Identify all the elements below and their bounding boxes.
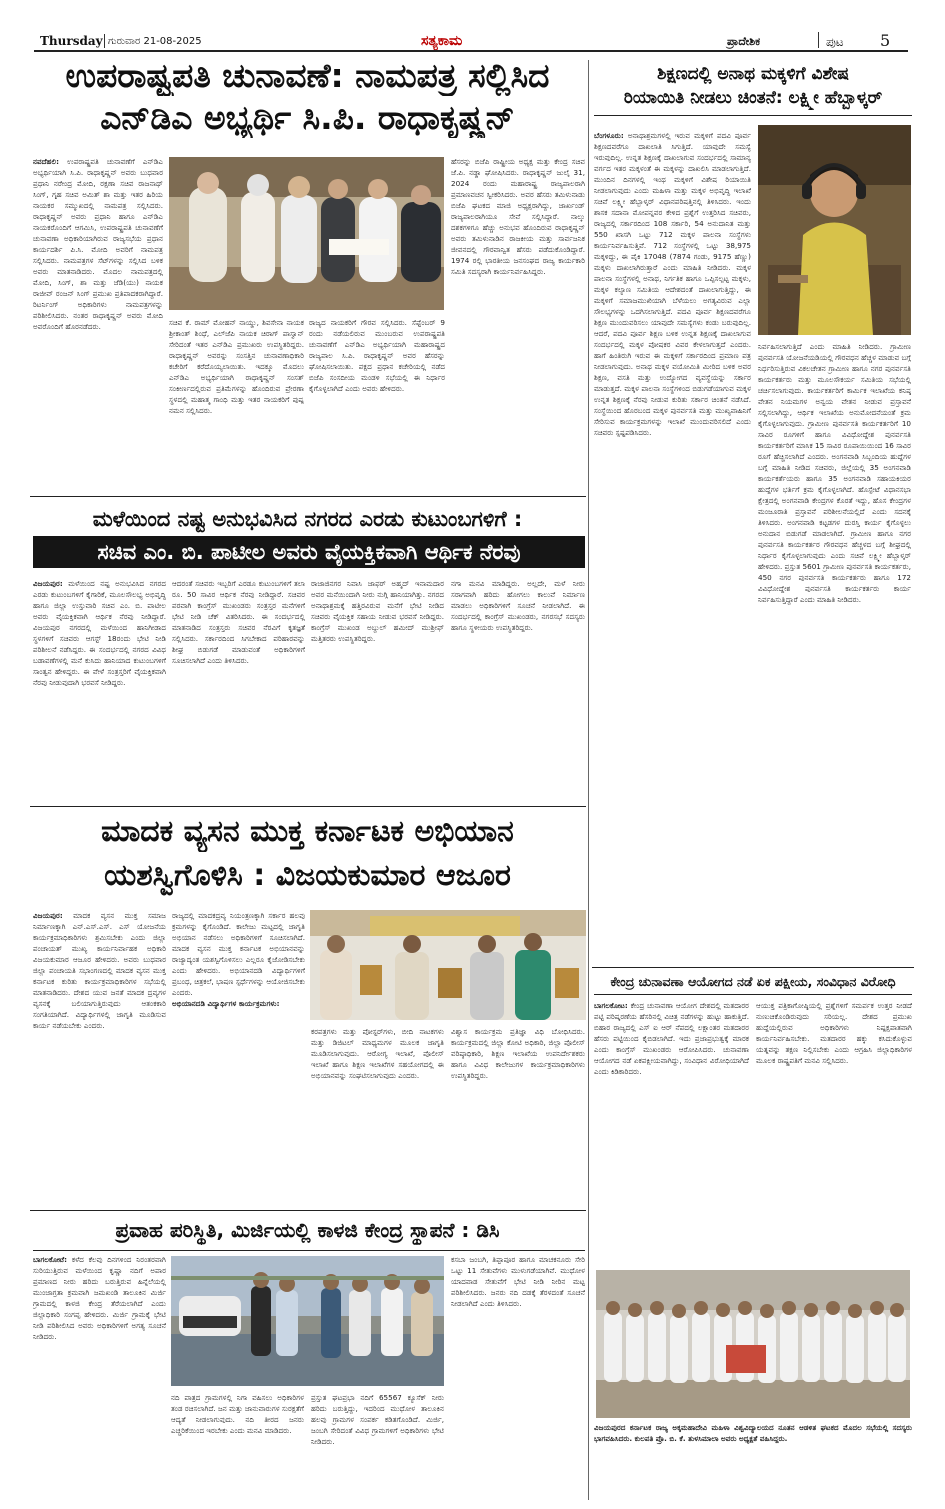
story2-headline-line1: ಶಿಕ್ಷಣದಲ್ಲಿ ಅನಾಥ ಮಕ್ಕಳಿಗೆ ವಿಶೇಷ (657, 64, 849, 84)
masthead-rule (34, 50, 908, 52)
story5-dateline: ಬಾಗಲಕೋಟ: (594, 1001, 628, 1010)
masthead-day: Thursday (40, 34, 103, 48)
story1-col2-text: ಸಚಿವ ಕೆ. ರಾಮ್ ಮೋಹನ್ ನಾಯ್ಡು, ಶಿವಸೇನಾ ನಾಯಕ ಶ್ರೀಕಾಂತ್ ಶಿಂಧೆ, ಎಲ್‌ಜೆಪಿ ನಾಯಕ ಚಿರಾಗ್ ಪಾಸ್ವಾನ್ ಸೇರಿದಂತೆ ಇತರ ಎನ್‌ಡಿಎ ಪ್ರಮುಖರು ಉಪಸ್ಥಿತರಿದ್ದರು. ರಾಧಾಕೃಷ್ಣನ್ ಅವರನ್ನು ಸಂಸತ್ತಿನ ಚುನಾವಣಾಧಿಕಾರಿ ಕಚೇರಿಗೆ ಕರೆದೊಯ್ಯಲಾಯಿತು. ಇದಕ್ಕೂ ಮೊದಲು ಎನ್‌ಡಿಎ ಅಭ್ಯರ್ಥಿಯಾಗಿ ರಾಧಾಕೃಷ್ಣನ್ ಸಂಸತ್ ಸಂಕೀರ್ಣದಲ್ಲಿರುವ ಪ್ರತಿಮೆಗಳನ್ನು ಹೊಂದಿರುವ ಪ್ರೇರಣಾ ಸ್ಥಳದಲ್ಲಿ ಮಹಾತ್ಮ ಗಾಂಧಿ ಮತ್ತು ಇತರ ನಾಯಕರಿಗೆ ಪುಷ್ಪ ನಮನ ಸಲ್ಲಿಸಿದರು. (169, 318, 304, 415)
story1-col1-text: ಉಪರಾಷ್ಟ್ರಪತಿ ಚುನಾವಣೆಗೆ ಎನ್‌ಡಿಎ ಅಭ್ಯರ್ಥಿಯಾಗಿ ಸಿ.ಪಿ. ರಾಧಾಕೃಷ್ಣನ್ ಅವರು ಬುಧವಾರ ಪ್ರಧಾನಿ ನರೇಂದ್ರ ಮೋದಿ, ರಕ್ಷಣಾ ಸಚಿವ ರಾಜನಾಥ್ ಸಿಂಗ್, ಗೃಹ ಸಚಿವ ಅಮಿತ್ ಶಾ ಮತ್ತು ಇತರ ಹಿರಿಯ ನಾಯಕರ ಸಮ್ಮುಖದಲ್ಲಿ ನಾಮಪತ್ರ ಸಲ್ಲಿಸಿದರು. ರಾಧಾಕೃಷ್ಣನ್ ಅವರು ಪ್ರಧಾನಿ ಹಾಗೂ ಎನ್‌ಡಿಎ ನಾಯಕರೊಂದಿಗೆ ಆಗಮಿಸಿ, ಉಪರಾಷ್ಟ್ರಪತಿ ಚುನಾವಣೆಗೆ ಚುನಾವಣಾ ಅಧಿಕಾರಿಯಾಗಿರುವ ರಾಜ್ಯಸಭೆಯ ಪ್ರಧಾನ ಕಾರ್ಯದರ್ಶಿ ಪಿ.ಸಿ. ಮೋದಿ ಅವರಿಗೆ ನಾಮಪತ್ರ ಸಲ್ಲಿಸಿದರು. ನಾಮಪತ್ರಗಳ ಸೆಟ್‌ಗಳನ್ನು ಸಲ್ಲಿಸಿದ ಬಳಿಕ ಅವರು ಮಾತನಾಡಿದರು. ಮೊದಲ ನಾಮಪತ್ರದಲ್ಲಿ ಮೋದಿ, ಸಿಂಗ್, ಶಾ ಮತ್ತು ಜೆಡಿ(ಯು) ನಾಯಕ ರಾಜೀವ್ ರಂಜನ್ ಸಿಂಗ್ ಪ್ರಮುಖ ಪ್ರತಿಪಾದಕರಾಗಿದ್ದಾರೆ. ರಿಟರ್ನಿಂಗ್ ಅಧಿಕಾರಿಗಳು ನಾಮಪತ್ರಗಳನ್ನು ಪರಿಶೀಲಿಸಿದರು. ನಂತರ ರಾಧಾಕೃಷ್ಣನ್ ಅವರು ಮೋದಿ ಅವರೊಂದಿಗೆ ಹೊರನಡೆದರು. (33, 157, 163, 331)
story1-dateline: ನವದೆಹಲಿ: (33, 157, 59, 166)
story5-headline: ಕೇಂದ್ರ ಚುನಾವಣಾ ಆಯೋಗದ ನಡೆ ಏಕ ಪಕ್ಷೀಯ, ಸಂವಿಧಾನ ವಿರೋಧಿ (610, 974, 896, 989)
story1-headline-line1: ಉಪರಾಷ್ಟ್ರಪತಿ ಚುನಾವಣೆ: ನಾಮಪತ್ರ ಸಲ್ಲಿಸಿದ (65, 56, 550, 95)
masthead-paper-name: ಸತ್ಯಕಾಮ (421, 33, 463, 49)
story3-col4-text: ನಗಾ ಮನವಿ ಮಾಡಿದ್ದರು. ಅಲ್ಲದೇ, ಮಳೆ ನೀರು ಸರಾಗವಾಗಿ ಹರಿದು ಹೋಗಲು ಕಾಲುವೆ ನಿರ್ಮಾಣ ಮಾಡಲು ಅಧಿಕಾರಿಗಳಿಗೆ ಸೂಚನೆ ನೀಡಲಾಗಿದೆ. ಈ ಸಂದರ್ಭದಲ್ಲಿ ಕಾಂಗ್ರೆಸ್ ಮುಖಂಡರು, ನಗರಸಭೆ ಸದಸ್ಯರು ಹಾಗೂ ಸ್ಥಳೀಯರು ಉಪಸ್ಥಿತರಿದ್ದರು. (451, 579, 585, 632)
story4-col1 (33, 910, 166, 1205)
story3-col3 (311, 578, 444, 800)
story6-photo (171, 1256, 444, 1386)
story3-col2 (172, 578, 305, 800)
story5-photo-caption-text: ವಿಜಯಪುರದ ಕರ್ನಾಟಕ ರಾಜ್ಯ ಅಕ್ಕಮಹಾದೇವಿ ಮಹಿಳಾ ವಿಶ್ವವಿದ್ಯಾಲಯದ ನೂತನ ಆಡಳಿತ ಘಟಕದ ಮೊದಲ ಸಭೆಯಲ್ಲಿ ಸದಸ್ಯರು ಭಾಗವಹಿಸಿದರು. ಕುಲಪತಿ ಪ್ರೊ. ಬಿ. ಕೆ. ತುಳಸಿಮಾಲಾ ಅವರು ಅಧ್ಯಕ್ಷತೆ ವಹಿಸಿದ್ದರು. (594, 1423, 912, 1443)
story5-photo (596, 1270, 910, 1418)
story3-col2-text: ಆದರಂತೆ ಸಚಿವರು ಇಬ್ಬರಿಗೆ ಎರಡೂ ಕುಟುಂಬಗಳಿಗೆ ತಲಾ ರೂ. 50 ಸಾವಿರ ಆರ್ಥಿಕ ನೆರವು ನೀಡಿದ್ದಾರೆ. ಸಚಿವರ ಪರವಾಗಿ ಕಾಂಗ್ರೆಸ್ ಮುಖಂಡರು ಸಂತ್ರಸ್ತರ ಮನೆಗಳಿಗೆ ಭೇಟಿ ನೀಡಿ ಚೆಕ್ ವಿತರಿಸಿದರು. ಈ ಸಂದರ್ಭದಲ್ಲಿ ಮಾತನಾಡಿದ ಸಂತ್ರಸ್ತರು ಸಚಿವರ ನೆರವಿಗೆ ಕೃತಜ್ಞತೆ ಸಲ್ಲಿಸಿದರು. ಸರ್ಕಾರದಿಂದ ಸಿಗಬೇಕಾದ ಪರಿಹಾರವನ್ನು ಶೀಘ್ರ ಬಿಡುಗಡೆ ಮಾಡುವಂತೆ ಅಧಿಕಾರಿಗಳಿಗೆ ಸೂಚಿಸಲಾಗಿದೆ ಎಂದು ತಿಳಿಸಿದರು. (172, 579, 305, 665)
story6-headline: ಪ್ರವಾಹ ಪರಿಸ್ಥಿತಿ, ಮಿರ್ಜಿಯಲ್ಲಿ ಕಾಳಜಿ ಕೇಂದ್ರ ಸ್ಥಾಪನೆ : ಡಿಸಿ (115, 1218, 500, 1242)
story3-dateline: ವಿಜಯಪುರ: (33, 579, 63, 588)
story6-col2 (171, 1392, 304, 1500)
story4-bottom-rule (30, 1210, 586, 1211)
story1-col4-text: ಹೆಸರನ್ನು ಬಿಜೆಪಿ ರಾಷ್ಟ್ರೀಯ ಅಧ್ಯಕ್ಷ ಮತ್ತು ಕೇಂದ್ರ ಸಚಿವ ಜೆ.ಪಿ. ನಡ್ಡಾ ಘೋಷಿಸಿದರು. ರಾಧಾಕೃಷ್ಣನ್ ಜುಲೈ 31, 2024 ರಂದು ಮಹಾರಾಷ್ಟ್ರ ರಾಜ್ಯಪಾಲರಾಗಿ ಪ್ರಮಾಣವಚನ ಸ್ವೀಕರಿಸಿದರು. ಅವರ ಹೆಸರು ತಮಿಳುನಾಡು ಬಿಜೆಪಿ ಘಟಕದ ಮಾಜಿ ಅಧ್ಯಕ್ಷರಾಗಿದ್ದು, ಜಾರ್ಖಂಡ್ ರಾಜ್ಯಪಾಲರಾಗಿಯೂ ಸೇವೆ ಸಲ್ಲಿಸಿದ್ದಾರೆ. ನಾಲ್ಕು ದಶಕಗಳಿಗೂ ಹೆಚ್ಚು ಅನುಭವ ಹೊಂದಿರುವ ರಾಧಾಕೃಷ್ಣನ್ ಅವರು ತಮಿಳುನಾಡಿನ ರಾಜಕೀಯ ಮತ್ತು ಸಾರ್ವಜನಿಕ ಜೀವನದಲ್ಲಿ ಗೌರವಾನ್ವಿತ ಹೆಸರು ಪಡೆದುಕೊಂಡಿದ್ದಾರೆ. 1974 ರಲ್ಲಿ ಭಾರತೀಯ ಜನಸಂಘದ ರಾಜ್ಯ ಕಾರ್ಯಕಾರಿ ಸಮಿತಿ ಸದಸ್ಯರಾಗಿ ಕಾರ್ಯನಿರ್ವಹಿಸಿದ್ದರು. (451, 157, 585, 276)
story1-col4 (451, 156, 585, 486)
story6-col4 (451, 1254, 585, 1498)
story1-photo (169, 157, 444, 310)
story4-col4-text: ವಿಶ್ವಾಸ ಕಾರ್ಯಕ್ರಮ ಪ್ರತಿಜ್ಞಾ ವಿಧಿ ಬೋಧಿಸಿದರು. ಕಾರ್ಯಕ್ರಮದಲ್ಲಿ ಜಿಲ್ಲಾ ಕೋಟಿ ಅಧಿಕಾರಿ, ಜಿಲ್ಲಾ ಪೊಲೀಸ್ ವರಿಷ್ಠಾಧಿಕಾರಿ, ಶಿಕ್ಷಣ ಇಲಾಖೆಯ ಉಪನಿರ್ದೇಶಕರು ಹಾಗೂ ವಿವಿಧ ಕಾಲೇಜುಗಳ ಕಾರ್ಯಕ್ರಮಾಧಿಕಾರಿಗಳು ಉಪಸ್ಥಿತರಿದ್ದರು. (451, 1027, 585, 1080)
story2-col1 (594, 130, 751, 960)
story1-col1 (33, 156, 163, 486)
column-divider (588, 60, 589, 1500)
story3-headline-line1: ಮಳೆಯಿಂದ ನಷ್ಟ ಅನುಭವಿಸಿದ ನಗರದ ಎರಡು ಕುಟುಂಬಗಳಿಗೆ : (92, 507, 523, 531)
story3-col3-text: ರಾಜಾಜಿನಗರ ನಿವಾಸಿ ಜಾಫರ್ ಅಹ್ಮದ್ ಇನಾಮದಾರ ಅವರ ಮನೆಯಿಂದಾಗಿ ನೀರು ನುಗ್ಗಿ ಹಾನಿಯಾಗಿತ್ತು. ನಗರದ ಅನಾಥಾಶ್ರಮಕ್ಕೆ ಹತ್ತಿರವಿರುವ ಮನೆಗೆ ಭೇಟಿ ನೀಡಿದ ಸಚಿವರು ವೈಯಕ್ತಿಕ ಸಹಾಯ ನೀಡುವ ಭರವಸೆ ನೀಡಿದ್ದರು. ಕಾಂಗ್ರೆಸ್ ಮುಖಂಡ ಅಬ್ದುಲ್ ಹಮೀದ್ ಮುಶ್ರೀಫ್ ಮತ್ತಿತರರು ಉಪಸ್ಥಿತರಿದ್ದರು. (311, 579, 444, 643)
story4-col1-text: ಮಾದಕ ವ್ಯಸನ ಮುಕ್ತ ಸಮಾಜ ನಿರ್ಮಾಣಕ್ಕಾಗಿ ಎನ್.ಎಸ್.ಎಸ್. ಎಸ್ ಯೋಜನೆಯ ಕಾರ್ಯಕ್ರಮಾಧಿಕಾರಿಗಳು ಶ್ರಮಿಸಬೇಕು ಎಂದು ಜಿಲ್ಲಾ ಪಂಚಾಯತ್ ಮುಖ್ಯ ಕಾರ್ಯನಿರ್ವಾಹಕ ಅಧಿಕಾರಿ ವಿಜಯಕುಮಾರ ಆಜೂರ ಹೇಳಿದರು. ಅವರು ಬುಧವಾರ ಜಿಲ್ಲಾ ಪಂಚಾಯತಿ ಸಭಾಂಗಣದಲ್ಲಿ ಮಾದಕ ವ್ಯಸನ ಮುಕ್ತ ಕರ್ನಾಟಕ ಕುರಿತು ಕಾರ್ಯಕ್ರಮಾಧಿಕಾರಿಗಳ ಸಭೆಯಲ್ಲಿ ಮಾತನಾಡಿದರು. ದೇಶದ ಯುವ ಜನತೆ ಮಾದಕ ದ್ರವ್ಯಗಳ ವ್ಯಸನಕ್ಕೆ ಬಲಿಯಾಗುತ್ತಿರುವುದು ಆತಂಕಕಾರಿ ಸಂಗತಿಯಾಗಿದೆ. ವಿದ್ಯಾರ್ಥಿಗಳಲ್ಲಿ ಜಾಗೃತಿ ಮೂಡಿಸುವ ಕಾರ್ಯ ನಡೆಯಬೇಕು ಎಂದರು. (33, 911, 166, 1030)
story2-col1-text: ಅನಾಥಾಶ್ರಮಗಳಲ್ಲಿ ಇರುವ ಮಕ್ಕಳಿಗೆ ಪದವಿ ಪೂರ್ವ ಶಿಕ್ಷಣದವರೆಗೂ ದಾಖಲಾತಿ ಸಿಗುತ್ತಿದೆ. ಯಾವುದೇ ಸಮಸ್ಯೆ ಇರುವುದಿಲ್ಲ. ಉನ್ನತ ಶಿಕ್ಷಣಕ್ಕೆ ದಾಖಲಾಗುವ ಸಂದರ್ಭದಲ್ಲಿ ಸಾಮಾನ್ಯ ವರ್ಗದ ಇತರ ಮಕ್ಕಳಂತೆ ಈ ಮಕ್ಕಳನ್ನು ದಾಖಲಿಸಿ ಮಾಡಲಾಗುತ್ತಿದೆ. ಮುಂದಿನ ದಿನಗಳಲ್ಲಿ ಇಂಥ ಮಕ್ಕಳಿಗೆ ವಿಶೇಷ ರಿಯಾಯಿತಿ ನೀಡಲಾಗುವುದು ಎಂದು ಮಹಿಳಾ ಮತ್ತು ಮಕ್ಕಳ ಅಭಿವೃದ್ಧಿ ಇಲಾಖೆ ಸಚಿವೆ ಲಕ್ಷ್ಮೀ ಹೆಬ್ಬಾಳ್ಕರ್ ವಿಧಾನಪರಿಷತ್ತಿನಲ್ಲಿ ತಿಳಿಸಿದರು. ಇಂದು ಶಾಸಕ ಸದಾನಾ ಮೋಪನ್ನವರ ಕೇಳಿದ ಪ್ರಶ್ನೆಗೆ ಉತ್ತರಿಸಿದ ಸಚಿವರು, ರಾಜ್ಯದಲ್ಲಿ ಸರ್ಕಾರದಿಂದ 108 ಸರ್ಕಾರಿ, 54 ಅನುದಾನಿತ ಮತ್ತು 550 ಖಾಸಗಿ ಒಟ್ಟು 712 ಮಕ್ಕಳ ಪಾಲನಾ ಸಂಸ್ಥೆಗಳು ಕಾರ್ಯನಿರ್ವಹಿಸುತ್ತಿವೆ. 712 ಸಂಸ್ಥೆಗಳಲ್ಲಿ ಒಟ್ಟು 38,975 ಮಕ್ಕಳಿದ್ದು, ಈ ಪೈಕಿ 17048 (7874 ಗಂಡು, 9175 ಹೆಣ್ಣು) ಮಕ್ಕಳು ದಾಖಲಾಗಿರುತ್ತಾರೆ ಎಂದು ಮಾಹಿತಿ ನೀಡಿದರು. ಮಕ್ಕಳ ಪಾಲನಾ ಸಂಸ್ಥೆಗಳಲ್ಲಿ ಅನಾಥ, ನಿರ್ಗತಿಕ ಹಾಗೂ ಒಪ್ಪಿಸಲ್ಪಟ್ಟ ಮಕ್ಕಳು, ಮಕ್ಕಳ ಕಲ್ಯಾಣ ಸಮಿತಿಯ ಆದೇಶದಂತೆ ದಾಖಲಾಗುತ್ತಿದ್ದು, ಈ ಮಕ್ಕಳಿಗೆ ಸಮಾಜಮುಖಿಯಾಗಿ ಬೆಳೆಯಲು ಅಗತ್ಯವಿರುವ ಎಲ್ಲಾ ಸೌಲಭ್ಯಗಳನ್ನು ಒದಗಿಸಲಾಗುತ್ತಿದೆ. ಪದವಿ ಪೂರ್ವ ಶಿಕ್ಷಣದವರೆಗೂ ಶಿಕ್ಷಣ ಮುಂದುವರಿಸಲು ಯಾವುದೇ ಸಮಸ್ಯೆಗಳು ಕಂಡು ಬರುವುದಿಲ್ಲ. ಆದರೆ, ಪದವಿ ಪೂರ್ವ ಶಿಕ್ಷಣ ಬಳಿಕ ಉನ್ನತ ಶಿಕ್ಷಣಕ್ಕೆ ದಾಖಲಾಗುವ ಸಂದರ್ಭದಲ್ಲಿ ಮಕ್ಕಳ ಪೋಷಕರ ವಿವರ ಕೇಳಲಾಗುತ್ತದೆ ಎಂದರು. ಹಾಗೆ ಹಿಂತಿರುಗಿ ಇರುವ ಈ ಮಕ್ಕಳಿಗೆ ಸರ್ಕಾರದಿಂದ ಪ್ರಮಾಣ ಪತ್ರ ನೀಡಲಾಗುವುದು. ಅನಾಥ ಮಕ್ಕಳ ವಯೋಮಿತಿ ಮೀರಿದ ಬಳಿಕ ಅವರ ಶಿಕ್ಷಣ, ವಸತಿ ಮತ್ತು ಉದ್ಯೋಗದ ವ್ಯವಸ್ಥೆಯನ್ನು ಸರ್ಕಾರ ಮಾಡುತ್ತದೆ. ಮಕ್ಕಳ ಪಾಲನಾ ಸಂಸ್ಥೆಗಳಿಂದ ಬಿಡುಗಡೆಯಾಗುವ ಮಕ್ಕಳ ಉನ್ನತ ಶಿಕ್ಷಣಕ್ಕೆ ನೆರವು ನೀಡುವ ಕುರಿತು ಸರ್ಕಾರ ಚಿಂತನೆ ನಡೆಸಿದೆ. ಸಂಸ್ಥೆಯಿಂದ ಹೊರಬಂದ ಮಕ್ಕಳ ಪುನರ್ವಸತಿ ಮತ್ತು ಮುಖ್ಯವಾಹಿನಿಗೆ ಸೇರಿಸುವ ಕಾರ್ಯಕ್ರಮಗಳನ್ನು ಇಲಾಖೆ ಮುಂದುವರಿಸಲಿದೆ ಎಂದು ಸಚಿವರು ಸ್ಪಷ್ಟಪಡಿಸಿದರು. (594, 131, 751, 437)
story5-photo-caption (594, 1422, 912, 1478)
story1-headline-line2: ಎನ್‌ಡಿಎ ಅಭ್ಯರ್ಥಿ ಸಿ.ಪಿ. ರಾಧಾಕೃಷ್ಣನ್ (100, 98, 515, 137)
story4-col4 (451, 1026, 585, 1206)
story6-col1 (33, 1254, 166, 1498)
story2-headline-line2: ರಿಯಾಯಿತಿ ನೀಡಲು ಚಿಂತನೆ: ಲಕ್ಷ್ಮೀ ಹೆಬ್ಬಾಳ್ಕರ್ (623, 88, 883, 108)
story6-headline-rule (33, 1250, 585, 1251)
masthead-date: ಗುರುವಾರ 21-08-2025 (108, 36, 202, 47)
story5-col1 (594, 1000, 749, 1262)
masthead (0, 0, 945, 52)
story3-bottom-rule (30, 806, 586, 807)
story2-col2 (758, 341, 911, 961)
story1-col3-text: ರಾಜ್ಯದ ನಾಯಕರಿಗೆ ಗೌರವ ಸಲ್ಲಿಸಿದರು. ಸೆಪ್ಟೆಂಬರ್ 9 ರಂದು ನಡೆಯಲಿರುವ ಮುಂಬರುವ ಉಪರಾಷ್ಟ್ರಪತಿ ಚುನಾವಣೆಗೆ ಎನ್‌ಡಿಎ ಅಭ್ಯರ್ಥಿಯಾಗಿ ಮಹಾರಾಷ್ಟ್ರದ ರಾಜ್ಯಪಾಲ ಸಿ.ಪಿ. ರಾಧಾಕೃಷ್ಣನ್ ಅವರ ಹೆಸರನ್ನು ಘೋಷಿಸಲಾಯಿತು. ಪಕ್ಷದ ಪ್ರಧಾನ ಕಚೇರಿಯಲ್ಲಿ ನಡೆದ ಬಿಜೆಪಿ ಸಂಸದೀಯ ಮಂಡಳಿ ಸಭೆಯಲ್ಲಿ ಈ ನಿರ್ಧಾರ ಕೈಗೊಳ್ಳಲಾಗಿದೆ ಎಂದು ಅವರು ಹೇಳಿದರು. (309, 318, 445, 393)
story6-col2-text: ನದಿ ಪಾತ್ರದ ಗ್ರಾಮಗಳಲ್ಲಿ ನಿಗಾ ವಹಿಸಲು ಅಧಿಕಾರಿಗಳ ತಂಡ ರಚಿಸಲಾಗಿದೆ. ಜನ ಮತ್ತು ಜಾನುವಾರುಗಳ ಸುರಕ್ಷತೆಗೆ ಆದ್ಯತೆ ನೀಡಲಾಗುವುದು. ನದಿ ತೀರದ ಜನರು ಎಚ್ಚರಿಕೆಯಿಂದ ಇರಬೇಕು ಎಂದು ಮನವಿ ಮಾಡಿದರು. (171, 1393, 304, 1435)
masthead-divider-left (104, 34, 105, 48)
story4-subhead: ಅಭಿಯಾನದಡಿ ವಿದ್ಯಾರ್ಥಿಗಳ ಕಾರ್ಯಕ್ರಮಗಳು: (172, 999, 280, 1008)
story6-col3 (311, 1392, 444, 1500)
story3-col4 (451, 578, 585, 800)
story4-photo (310, 910, 586, 1020)
story6-dateline: ಬಾಗಲಕೋಟೆ: (33, 1255, 68, 1264)
story5-col2-text: ಆಯುಕ್ತ ಪತ್ರಿಕಾಗೋಷ್ಠಿಯಲ್ಲಿ ಪ್ರಶ್ನೆಗಳಿಗೆ ಸಮರ್ಪಕ ಉತ್ತರ ನೀಡದೆ ನುಣುಚಿಕೊಂಡಿರುವುದು ಸರಿಯಲ್ಲ. ದೇಶದ ಪ್ರಮುಖ ಹುದ್ದೆಯಲ್ಲಿರುವ ಅಧಿಕಾರಿಗಳು ನಿಷ್ಪಕ್ಷಪಾತವಾಗಿ ಕಾರ್ಯನಿರ್ವಹಿಸಬೇಕು. ಮತದಾರರ ಹಕ್ಕು ಕಸಿದುಕೊಳ್ಳುವ ಯತ್ನವನ್ನು ತಕ್ಷಣ ನಿಲ್ಲಿಸಬೇಕು ಎಂದು ಆಗ್ರಹಿಸಿ ಜಿಲ್ಲಾಧಿಕಾರಿಗಳ ಮೂಲಕ ರಾಷ್ಟ್ರಪತಿಗೆ ಮನವಿ ಸಲ್ಲಿಸಿದರು. (756, 1001, 912, 1065)
story3-col1-text: ಮಳೆಯಿಂದ ನಷ್ಟ ಅನುಭವಿಸಿದ ನಗರದ ಎರಡು ಕುಟುಂಬಗಳಿಗೆ ಕೈಗಾರಿಕೆ, ಮೂಲಸೌಲಭ್ಯ ಅಭಿವೃದ್ಧಿ ಹಾಗೂ ಜಿಲ್ಲಾ ಉಸ್ತುವಾರಿ ಸಚಿವ ಎಂ. ಬಿ. ಪಾಟೀಲ ಅವರು ವೈಯಕ್ತಿಕವಾಗಿ ಆರ್ಥಿಕ ನೆರವು ನೀಡಿದ್ದಾರೆ. ವಿಜಯಪುರ ನಗರದಲ್ಲಿ ಮಳೆಯಿಂದ ಹಾನಿಗೀಡಾದ ಸ್ಥಳಗಳಿಗೆ ಸಚಿವರು ಆಗಸ್ಟ್ 18ರಂದು ಭೇಟಿ ನೀಡಿ ಪರಿಶೀಲನೆ ನಡೆಸಿದ್ದರು. ಈ ಸಂದರ್ಭದಲ್ಲಿ ನಗರದ ವಿವಿಧ ಬಡಾವಣೆಗಳಲ್ಲಿ ಮನೆ ಕುಸಿದು ಹಾನಿಯಾದ ಕುಟುಂಬಗಳಿಗೆ ಸಾಂತ್ವನ ಹೇಳಿದ್ದರು. ಈ ವೇಳೆ ಸಂತ್ರಸ್ತರಿಗೆ ವೈಯಕ್ತಿಕವಾಗಿ ನೆರವು ನೀಡುವುದಾಗಿ ಭರವಸೆ ನೀಡಿದ್ದರು. (33, 579, 166, 687)
story1-col2 (169, 317, 304, 487)
story1-col3 (309, 317, 445, 487)
story4-headline-line1: ಮಾದಕ ವ್ಯಸನ ಮುಕ್ತ ಕರ್ನಾಟಕ ಅಭಿಯಾನ (101, 814, 514, 849)
story2-headline-rule (594, 115, 912, 116)
story4-headline-line2: ಯಶಸ್ವಿಗೊಳಿಸಿ : ವಿಜಯಕುಮಾರ ಆಜೂರ (104, 858, 511, 893)
story4-col3 (311, 1026, 444, 1206)
story3-headline-line2: ಸಚಿವ ಎಂ. ಬಿ. ಪಾಟೀಲ ಅವರು ವೈಯಕ್ತಿಕವಾಗಿ ಆರ್ಥಿಕ ನೆರವು (97, 540, 521, 564)
story2-col2-text: ನಿರ್ವಹಿಸಲಾಗುತ್ತಿದೆ ಎಂದು ಮಾಹಿತಿ ನೀಡಿದರು. ಗ್ರಾಮೀಣ ಪುನರ್ವಸತಿ ಯೋಜನೆಯಡಿಯಲ್ಲಿ ಗೌರವಧನ ಹೆಚ್ಚಳ ಮಾಡುವ ಬಗ್ಗೆ ನಿರ್ಧರಿಸುತ್ತಿರುವ ವಿಕಲಚೇತನ ಗ್ರಾಮೀಣ ಹಾಗೂ ನಗರ ಪುನರ್ವಸತಿ ಕಾರ್ಯಕರ್ತರು ಮತ್ತು ಮೂಲಸೌಕರ್ಯ ಸಮಿತಿಯ ಸಭೆಯಲ್ಲಿ ಚರ್ಚಿಸಲಾಗುವುದು. ಕಾರ್ಯಕರ್ತರಿಗೆ ಕಾರ್ಮಿಕ ಇಲಾಖೆಯ ಕನಿಷ್ಠ ವೇತನ ನಿಯಮಗಳ ಅನ್ವಯ ವೇತನ ನೀಡುವ ಪ್ರಸ್ತಾವನೆ ಸಲ್ಲಿಸಲಾಗಿದ್ದು, ಆರ್ಥಿಕ ಇಲಾಖೆಯ ಅನುಮೋದನೆಯಂತೆ ಕ್ರಮ ಕೈಗೊಳ್ಳಲಾಗುವುದು. ಗ್ರಾಮೀಣ ಪುನರ್ವಸತಿ ಕಾರ್ಯಕರ್ತರಿಗೆ 10 ಸಾವಿರ ರೂಗಳಿಗೆ ಹಾಗೂ ವಿವಿಧೋದ್ದೇಶ ಪುನರ್ವಸತಿ ಕಾರ್ಯಕರ್ತರಿಗೆ ಮಾಸಿಕ 15 ಸಾವಿರ ರೂಪಾಯಿಯಿಂದ 16 ಸಾವಿರ ರೂಗೆ ಹೆಚ್ಚಿಸಲಾಗಿದೆ ಎಂದರು. ಅಂಗನವಾಡಿ ಸಿಬ್ಬಂದಿಯ ಹುದ್ದೆಗಳ ಬಗ್ಗೆ ಮಾಹಿತಿ ನೀಡಿದ ಸಚಿವರು, ಜಿಲ್ಲೆಯಲ್ಲಿ 35 ಅಂಗನವಾಡಿ ಕಾರ್ಯಕರ್ತೆಯರು ಹಾಗೂ 35 ಅಂಗನವಾಡಿ ಸಹಾಯಕಿಯರ ಹುದ್ದೆಗಳ ಭರ್ತಿಗೆ ಕ್ರಮ ಕೈಗೊಳ್ಳಲಾಗಿದೆ. ಹೊಸ್ಪೇಟೆ ವಿಧಾನಸಭಾ ಕ್ಷೇತ್ರದಲ್ಲಿ ಅಂಗನವಾಡಿ ಕೇಂದ್ರಗಳ ಕೊರತೆ ಇದ್ದು, ಹೊಸ ಕೇಂದ್ರಗಳ ಮಂಜೂರಾತಿ ಪ್ರಸ್ತಾವನೆ ಪರಿಶೀಲನೆಯಲ್ಲಿದೆ ಎಂದು ಸದನಕ್ಕೆ ತಿಳಿಸಿದರು. ಅಂಗನವಾಡಿ ಕಟ್ಟಡಗಳ ದುರಸ್ತಿ ಕಾರ್ಯ ಕೈಗೊಳ್ಳಲು ಅನುದಾನ ಬಿಡುಗಡೆ ಮಾಡಲಾಗಿದೆ. ಗ್ರಾಮೀಣ ಹಾಗೂ ನಗರ ಪುನರ್ವಸತಿ ಕಾರ್ಯಕರ್ತರ ಗೌರವಧನ ಹೆಚ್ಚಳದ ಬಗ್ಗೆ ಶೀಘ್ರದಲ್ಲಿ ನಿರ್ಧಾರ ಕೈಗೊಳ್ಳಲಾಗುವುದು ಎಂದು ಸಚಿವೆ ಲಕ್ಷ್ಮೀ ಹೆಬ್ಬಾಳ್ಕರ್ ಹೇಳಿದರು. ಪ್ರಸ್ತುತ 5601 ಗ್ರಾಮೀಣ ಪುನರ್ವಸತಿ ಕಾರ್ಯಕರ್ತರು, 450 ನಗರ ಪುನರ್ವಸತಿ ಕಾರ್ಯಕರ್ತರು ಹಾಗೂ 172 ವಿವಿಧೋದ್ದೇಶ ಪುನರ್ವಸತಿ ಕಾರ್ಯಕರ್ತರು ಕಾರ್ಯ ನಿರ್ವಹಿಸುತ್ತಿದ್ದಾರೆ ಎಂದು ಮಾಹಿತಿ ನೀಡಿದರು. (758, 342, 911, 604)
story6-col4-text: ಕಸಬಾ ಜಂಬಗಿ, ತಿಪ್ಪಾಪೂರ ಹಾಗೂ ಮಾಚಕನೂರು ಸೇರಿ ಒಟ್ಟು 11 ಸೇತುವೆಗಳು ಮುಳುಗಡೆಯಾಗಿವೆ. ಮುಧೋಳ ಯಾದವಾಡ ಸೇತುವೆಗೆ ಭೇಟಿ ನೀಡಿ ನೀರಿನ ಮಟ್ಟ ಪರಿಶೀಲಿಸಿದರು. ಜನರು ನದಿ ದಡಕ್ಕೆ ತೆರಳದಂತೆ ಸೂಚನೆ ನೀಡಲಾಗಿದೆ ಎಂದು ತಿಳಿಸಿದರು. (451, 1255, 585, 1308)
masthead-page-label: ಪುಟ (826, 35, 844, 49)
story5-col2 (756, 1000, 912, 1262)
story4-dateline: ವಿಜಯಪುರ: (33, 911, 63, 920)
story1-bottom-rule (30, 496, 586, 497)
story5-col1-text: ಕೇಂದ್ರ ಚುನಾವಣಾ ಆಯೋಗ ದೇಶದಲ್ಲಿ ಮತದಾರರ ಪಟ್ಟಿ ಪರಿಷ್ಕರಣೆಯ ಹೆಸರಿನಲ್ಲಿ ವಿಚಿತ್ರ ನಡೆಗಳನ್ನು ಹುಟ್ಟು ಹಾಕುತ್ತಿದೆ. ಬಿಹಾರ ರಾಜ್ಯದಲ್ಲಿ ಎಸ್ ಐ ಆರ್ ನೆಪದಲ್ಲಿ ಲಕ್ಷಾಂತರ ಮತದಾರರ ಹೆಸರು ಪಟ್ಟಿಯಿಂದ ಕೈಬಿಡಲಾಗಿದೆ. ಇದು ಪ್ರಜಾಪ್ರಭುತ್ವಕ್ಕೆ ಮಾರಕ ಎಂದು ಕಾಂಗ್ರೆಸ್ ಮುಖಂಡರು ಆರೋಪಿಸಿದರು. ಚುನಾವಣಾ ಆಯೋಗದ ನಡೆ ಏಕಪಕ್ಷೀಯವಾಗಿದ್ದು, ಸಂವಿಧಾನ ವಿರೋಧಿಯಾಗಿದೆ ಎಂದು ಕಿಡಿಕಾರಿದರು. (594, 1001, 749, 1076)
story5-headline-rule (594, 994, 912, 995)
masthead-section: ಪ್ರಾದೇಶಿಕ (727, 35, 761, 48)
story2-dateline: ಬೆಂಗಳೂರು: (594, 131, 624, 140)
masthead-page-number: 5 (880, 31, 891, 50)
story3-col1 (33, 578, 166, 800)
masthead-divider-right (818, 32, 819, 48)
story4-col2-text: ರಾಜ್ಯದಲ್ಲಿ ಮಾದಕದ್ರವ್ಯ ನಿಯಂತ್ರಣಕ್ಕಾಗಿ ಸರ್ಕಾರ ಹಲವು ಕ್ರಮಗಳನ್ನು ಕೈಗೊಂಡಿದೆ. ಕಾಲೇಜು ಮಟ್ಟದಲ್ಲಿ ಜಾಗೃತಿ ಅಭಿಯಾನ ನಡೆಸಲು ಅಧಿಕಾರಿಗಳಿಗೆ ಸೂಚಿಸಲಾಗಿದೆ. ಮಾದಕ ವ್ಯಸನ ಮುಕ್ತ ಕರ್ನಾಟಕ ಅಭಿಯಾನವನ್ನು ರಾಜ್ಯಾದ್ಯಂತ ಯಶಸ್ವಿಗೊಳಿಸಲು ಎಲ್ಲರೂ ಕೈಜೋಡಿಸಬೇಕು ಎಂದು ಹೇಳಿದರು. ಅಭಿಯಾನದಡಿ ವಿದ್ಯಾರ್ಥಿಗಳಿಗೆ ಪ್ರಬಂಧ, ಚಿತ್ರಕಲೆ, ಭಾಷಣ ಸ್ಪರ್ಧೆಗಳನ್ನು ಆಯೋಜಿಸಬೇಕು ಎಂದರು. (172, 911, 305, 997)
story6-col1-text: ಕಳೆದ ಕೆಲವು ದಿನಗಳಿಂದ ನಿರಂತರವಾಗಿ ಸುರಿಯುತ್ತಿರುವ ಮಳೆಯಿಂದ ಕೃಷ್ಣಾ ನದಿಗೆ ಅಪಾರ ಪ್ರಮಾಣದ ನೀರು ಹರಿದು ಬರುತ್ತಿರುವ ಹಿನ್ನೆಲೆಯಲ್ಲಿ ಮುಂಜಾಗ್ರತಾ ಕ್ರಮವಾಗಿ ಜಮಖಂಡಿ ತಾಲೂಕಿನ ಮಿರ್ಜಿ ಗ್ರಾಮದಲ್ಲಿ ಕಾಳಜಿ ಕೇಂದ್ರ ತೆರೆಯಲಾಗಿದೆ ಎಂದು ಜಿಲ್ಲಾಧಿಕಾರಿ ಸಂಗಪ್ಪ ಹೇಳಿದರು. ಮಿರ್ಜಿ ಗ್ರಾಮಕ್ಕೆ ಭೇಟಿ ನೀಡಿ ಪರಿಶೀಲಿಸಿದ ಅವರು ಅಧಿಕಾರಿಗಳಿಗೆ ಅಗತ್ಯ ಸೂಚನೆ ನೀಡಿದರು. (33, 1255, 166, 1341)
story2-photo (758, 125, 911, 335)
story2-bottom-rule (592, 967, 914, 968)
story4-col3-text: ಕರಪತ್ರಗಳು ಮತ್ತು ಪೋಸ್ಟರ್‌ಗಳು, ಬೀದಿ ನಾಟಕಗಳು ಮತ್ತು ಡಿಜಿಟಲ್ ಮಾಧ್ಯಮಗಳ ಮೂಲಕ ಜಾಗೃತಿ ಮೂಡಿಸಲಾಗುವುದು. ಆರೋಗ್ಯ ಇಲಾಖೆ, ಪೊಲೀಸ್ ಇಲಾಖೆ ಹಾಗೂ ಶಿಕ್ಷಣ ಇಲಾಖೆಗಳ ಸಹಯೋಗದಲ್ಲಿ ಈ ಅಭಿಯಾನವನ್ನು ಸಂಘಟಿಸಲಾಗುವುದು ಎಂದರು. (311, 1027, 444, 1080)
story6-col3-text: ಪ್ರಸ್ತುತ ಘಟಪ್ರಭಾ ನದಿಗೆ 65567 ಕ್ಯೂಸೆಕ್ ನೀರು ಹರಿದು ಬರುತ್ತಿದ್ದು, ಇದರಿಂದ ಮುಧೋಳ ತಾಲೂಕಿನ ಹಲವು ಗ್ರಾಮಗಳ ಸಂಪರ್ಕ ಕಡಿತಗೊಂಡಿದೆ. ಮಿರ್ಜಿ, ಜಂಬಗಿ ಸೇರಿದಂತೆ ವಿವಿಧ ಗ್ರಾಮಗಳಿಗೆ ಅಧಿಕಾರಿಗಳು ಭೇಟಿ ನೀಡಿದರು. (311, 1393, 444, 1446)
story4-col2 (172, 910, 305, 1205)
